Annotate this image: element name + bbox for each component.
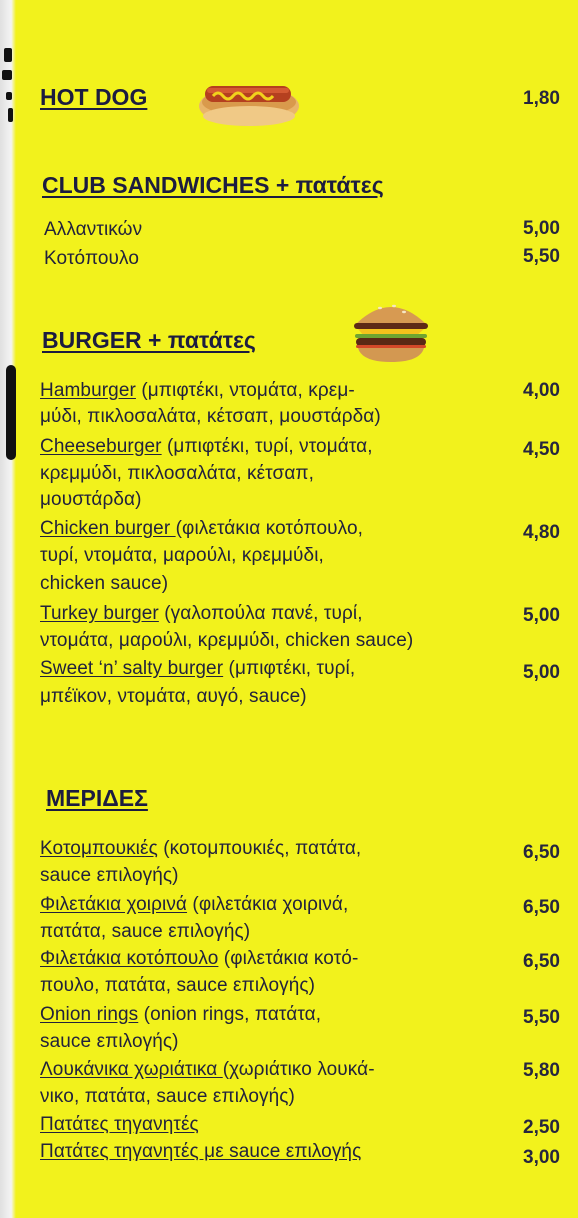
merides-item-1-desc-2: sauce επιλογής) bbox=[40, 865, 179, 886]
burger-item-3-desc: (φιλετάκια κοτόπουλο, bbox=[175, 518, 363, 539]
club-heading: CLUB SANDWICHES + πατάτες bbox=[42, 172, 384, 198]
merides-item-7-name: Πατάτες τηγανητές με sauce επιλογής bbox=[40, 1141, 362, 1162]
club-item-2-price: 5,50 bbox=[523, 246, 560, 267]
merides-item-5-name: Λουκάνικα χωριάτικα bbox=[40, 1059, 223, 1080]
burger-item-4-desc: (γαλοπούλα πανέ, τυρί, bbox=[158, 603, 363, 624]
burger-item-1-price: 4,00 bbox=[523, 380, 560, 401]
burger-item-4 bbox=[40, 603, 363, 625]
burger-item-5 bbox=[40, 658, 355, 680]
burger-item-5-name: Sweet ‘n’ salty burger bbox=[40, 658, 224, 679]
club-item-1-price: 5,00 bbox=[523, 218, 560, 239]
hotdog-image bbox=[195, 66, 301, 130]
burger-item-5-desc: (μπιφτέκι, τυρί, bbox=[223, 658, 356, 679]
merides-item-3-desc: (φιλετάκια κοτό- bbox=[218, 948, 359, 969]
merides-item-5-price: 5,80 bbox=[523, 1060, 560, 1081]
burger-item-2-price: 4,50 bbox=[523, 439, 560, 460]
burger-item-2-desc-3: μουστάρδα) bbox=[40, 489, 142, 510]
merides-item-7-price: 3,00 bbox=[523, 1147, 560, 1168]
merides-item-2-price: 6,50 bbox=[523, 897, 560, 918]
scan-edge bbox=[0, 0, 16, 1218]
merides-item-4-desc-2: sauce επιλογής) bbox=[40, 1031, 179, 1052]
merides-item-1-name: Κοτομπουκιές bbox=[40, 838, 158, 859]
burger-item-3-name: Chicken burger bbox=[40, 518, 176, 539]
merides-item-3-desc-2: πουλο, πατάτα, sauce επιλογής) bbox=[40, 975, 316, 996]
merides-item-4-name: Onion rings bbox=[40, 1004, 139, 1025]
merides-item-4-desc: (onion rings, πατάτα, bbox=[138, 1004, 322, 1025]
merides-item-5-desc: (χωριάτικο λουκά- bbox=[222, 1059, 375, 1080]
burger-heading: BURGER + πατάτες bbox=[42, 327, 256, 353]
club-item-1-name: Αλλαντικών bbox=[44, 219, 143, 240]
merides-item-6-price: 2,50 bbox=[523, 1117, 560, 1138]
burger-item-2-name: Cheeseburger bbox=[40, 436, 162, 457]
burger-item-2-desc: (μπιφτέκι, τυρί, ντομάτα, bbox=[161, 436, 373, 457]
merides-item-3-price: 6,50 bbox=[523, 951, 560, 972]
burger-item-4-name: Turkey burger bbox=[40, 603, 159, 624]
burger-item-5-desc-2: μπέϊκον, ντομάτα, αυγό, sauce) bbox=[40, 686, 307, 707]
merides-item-4-price: 5,50 bbox=[523, 1007, 560, 1028]
burger-item-1 bbox=[40, 380, 355, 402]
merides-item-4 bbox=[40, 1004, 321, 1026]
hotdog-price: 1,80 bbox=[523, 88, 560, 109]
merides-item-1 bbox=[40, 838, 361, 860]
merides-item-5-desc-2: νικο, πατάτα, sauce επιλογής) bbox=[40, 1086, 295, 1107]
burger-item-3-price: 4,80 bbox=[523, 522, 560, 543]
merides-item-2 bbox=[40, 894, 348, 916]
merides-item-2-desc: (φιλετάκια χοιρινά, bbox=[187, 894, 349, 915]
club-item-2-name: Κοτόπουλο bbox=[44, 248, 140, 269]
burger-item-4-desc-2: ντομάτα, μαρούλι, κρεμμύδι, chicken sauce) bbox=[40, 630, 414, 651]
burger-item-2 bbox=[40, 436, 373, 458]
burger-item-3 bbox=[40, 518, 363, 540]
burger-item-3-desc-2: τυρί, ντομάτα, μαρούλι, κρεμμύδι, bbox=[40, 545, 324, 566]
burger-image bbox=[350, 298, 432, 364]
merides-item-2-name: Φιλετάκια χοιρινά bbox=[40, 894, 188, 915]
hotdog-heading: HOT DOG bbox=[40, 84, 148, 110]
merides-item-3 bbox=[40, 948, 358, 970]
burger-item-1-desc-2: μύδι, πικλοσαλάτα, κέτσαπ, μουστάρδα) bbox=[40, 406, 381, 427]
burger-item-1-name: Hamburger bbox=[40, 380, 136, 401]
merides-heading: ΜΕΡΙΔΕΣ bbox=[46, 785, 148, 811]
merides-item-1-price: 6,50 bbox=[523, 842, 560, 863]
burger-item-5-price: 5,00 bbox=[523, 662, 560, 683]
merides-item-2-desc-2: πατάτα, sauce επιλογής) bbox=[40, 921, 251, 942]
burger-item-1-desc: (μπιφτέκι, ντομάτα, κρεμ- bbox=[135, 380, 355, 401]
burger-item-2-desc-2: κρεμμύδι, πικλοσαλάτα, κέτσαπ, bbox=[40, 463, 315, 484]
merides-item-6 bbox=[40, 1114, 199, 1136]
merides-item-6-name: Πατάτες τηγανητές bbox=[40, 1114, 199, 1135]
burger-item-4-price: 5,00 bbox=[523, 605, 560, 626]
merides-item-5 bbox=[40, 1059, 375, 1081]
burger-item-3-desc-3: chicken sauce) bbox=[40, 573, 169, 594]
merides-item-3-name: Φιλετάκια κοτόπουλο bbox=[40, 948, 219, 969]
merides-item-1-desc: (κοτομπουκιές, πατάτα, bbox=[157, 838, 362, 859]
merides-item-7 bbox=[40, 1141, 361, 1163]
